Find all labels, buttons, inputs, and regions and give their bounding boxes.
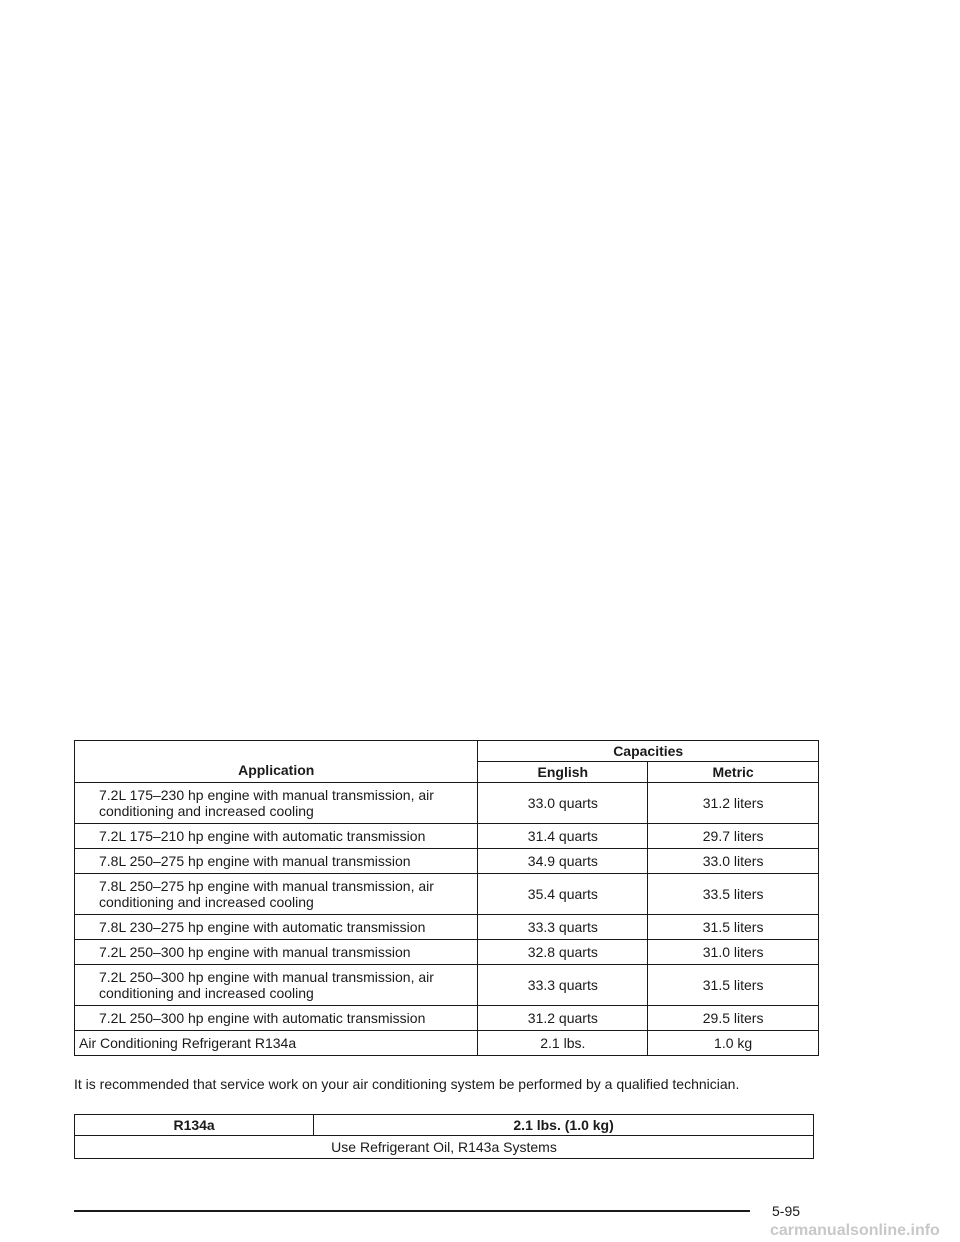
cell-application: 7.2L 250–300 hp engine with manual transmission, air conditioning and increased cooling (75, 965, 478, 1006)
header-capacities: Capacities (478, 741, 819, 762)
cell-application: 7.8L 250–275 hp engine with manual transmission, air conditioning and increased cooling (75, 874, 478, 915)
cell-english: 35.4 quarts (478, 874, 648, 915)
cell-application: 7.2L 250–300 hp engine with manual transmission (75, 940, 478, 965)
refrigerant-amount: 2.1 lbs. (1.0 kg) (314, 1115, 814, 1136)
cell-metric: 29.7 liters (648, 824, 819, 849)
table-row (75, 824, 819, 849)
cell-metric: 31.5 liters (648, 915, 819, 940)
cell-english: 2.1 lbs. (478, 1031, 648, 1056)
table-row (75, 1006, 819, 1031)
cell-english: 31.4 quarts (478, 824, 648, 849)
cell-english: 32.8 quarts (478, 940, 648, 965)
header-metric: Metric (648, 762, 819, 783)
cell-metric: 31.2 liters (648, 783, 819, 824)
cell-application: 7.2L 175–210 hp engine with automatic transmission (75, 824, 478, 849)
table-row (75, 965, 819, 1006)
cell-english: 33.3 quarts (478, 965, 648, 1006)
cell-metric: 33.0 liters (648, 849, 819, 874)
table-row (75, 783, 819, 824)
table-row (75, 915, 819, 940)
footer-rule (74, 1210, 750, 1212)
cell-metric: 33.5 liters (648, 874, 819, 915)
table-row (75, 849, 819, 874)
capacities-table (74, 740, 819, 1056)
capacities-table-body (75, 783, 819, 1056)
table-row (75, 940, 819, 965)
cell-metric: 1.0 kg (648, 1031, 819, 1056)
header-application: Application (75, 741, 478, 783)
page-number: 5-95 (772, 1203, 801, 1219)
watermark: carmanualsonline.info (770, 1222, 940, 1239)
cell-english: 33.3 quarts (478, 915, 648, 940)
cell-application: 7.8L 230–275 hp engine with automatic transmission (75, 915, 478, 940)
cell-metric: 31.5 liters (648, 965, 819, 1006)
cell-english: 33.0 quarts (478, 783, 648, 824)
header-english: English (478, 762, 648, 783)
table-row (75, 874, 819, 915)
cell-application: 7.2L 250–300 hp engine with automatic transmission (75, 1006, 478, 1031)
cell-application: 7.8L 250–275 hp engine with manual transmission (75, 849, 478, 874)
refrigerant-type: R134a (75, 1115, 314, 1136)
table-row (75, 1031, 819, 1056)
service-note: It is recommended that service work on your air conditioning system be performed by a qualified technician. (74, 1076, 740, 1092)
cell-english: 31.2 quarts (478, 1006, 648, 1031)
cell-application: Air Conditioning Refrigerant R134a (75, 1031, 478, 1056)
cell-application: 7.2L 175–230 hp engine with manual transmission, air conditioning and increased cooling (75, 783, 478, 824)
cell-english: 34.9 quarts (478, 849, 648, 874)
refrigerant-oil-note: Use Refrigerant Oil, R143a Systems (75, 1136, 814, 1159)
refrigerant-table (74, 1114, 814, 1159)
cell-metric: 31.0 liters (648, 940, 819, 965)
cell-metric: 29.5 liters (648, 1006, 819, 1031)
